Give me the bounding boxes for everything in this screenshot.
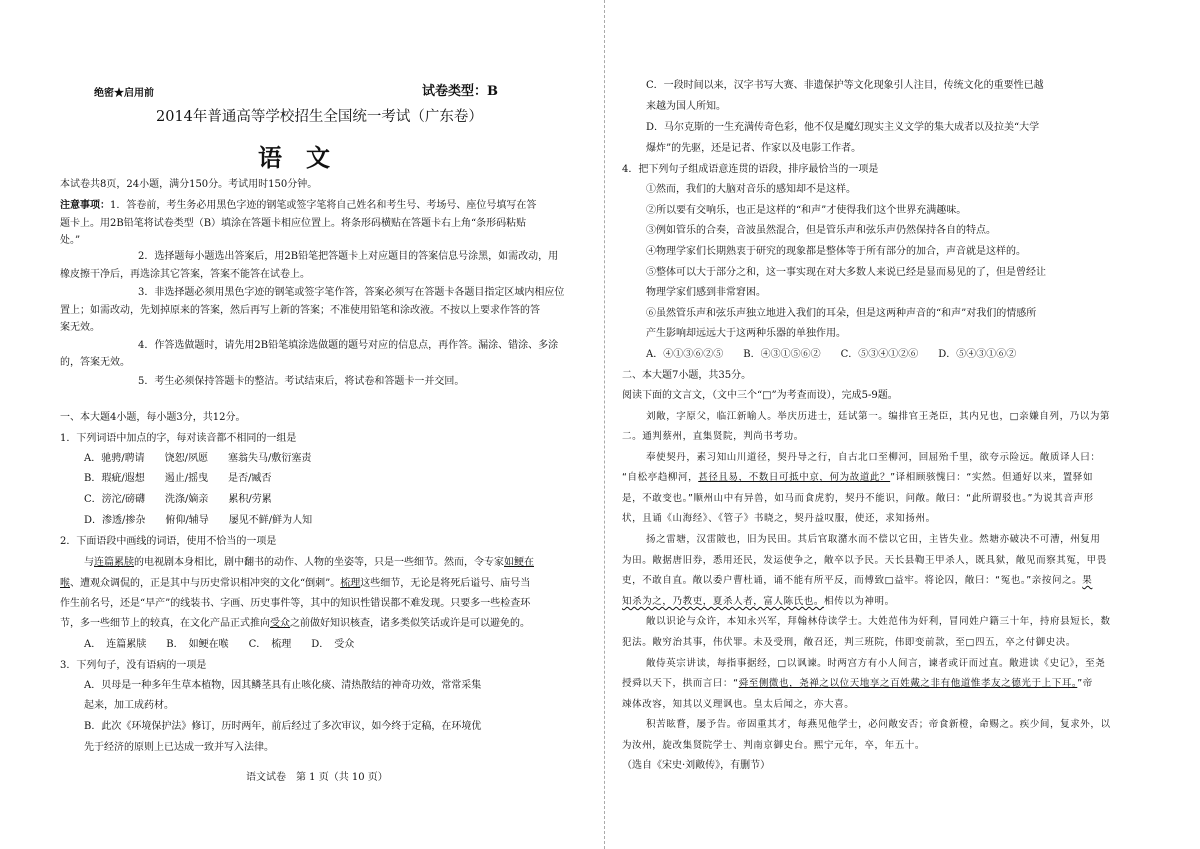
secret-label: 绝密★启用前 [94,88,154,99]
q4-sentence-3: ③例如管乐的合奏，音波虽然混合，但是管乐声和弦乐声仍然保持各自的特点。 [646,225,996,236]
section-1-heading: 一、本大题4小题，每小题3分，共12分。 [60,412,246,423]
passage-line: 为田。敞据唐旧券，悉用还民，发运使争之，敞卒以予民。天长县鞫王甲杀人，既具狱，敞见而察其冤，甲畏 [622,555,1107,566]
intro: 本试卷共8页，24小题，满分150分。考试用时150分钟。 [60,179,318,190]
q4-options: A．④①③⑥②⑤ B．④③①⑤⑥② C．⑤③④①②⑥ D．⑤④③①⑥② [646,349,1017,360]
notes-label: 注意事项： [60,200,110,211]
q1-stem: 1．下列词语中加点的字，每对读音都不相同的一组是 [60,433,297,444]
q1-option-a: A．驰骋/聘请 饶恕/夙愿 塞翁失马/敷衍塞责 [84,453,312,464]
note-1: 注意事项：1．答卷前，考生务必用黑色字迹的钢笔或签字笔将自己姓名和考生号、考场号、座位号填写在答 [60,200,537,211]
section-2-heading: 二、本大题7小题，共35分。 [622,370,752,381]
note-4-line-2: 的，答案无效。 [60,357,130,368]
passage-line: 扬之雷塘，汉雷陂也，旧为民田。其后官取潴水而不偿以它田，主皆失业。然塘亦破决不可漕，州复用 [646,534,1101,545]
page-divider [604,0,605,849]
reading-intro: 阅读下面的文言文，（文中三个“□”为考查而设），完成5-9题。 [622,390,898,401]
q2-passage-line-1: 与连篇累牍的电视剧本身相比，剧中翻书的动作、人物的坐姿等，只是一些细节。然而，令专家如鲠在 [84,557,534,568]
q4-sentence-5-line-2: 物理学家们感到非常窘困。 [646,287,766,298]
page-footer: 语文试卷 第 1 页（共 10 页） [246,772,388,783]
q4-stem: 4．把下列句子组成语意连贯的语段，排序最恰当的一项是 [622,164,879,175]
underlined-term: 如鲠在 [504,557,534,568]
underlined-term: 梳理 [340,578,361,589]
passage-line: 竦体改容，知其以义理讽也。皇太后闻之，亦大喜。 [622,699,855,710]
passage-line: 授舜以天下，拱而言曰：“舜至侧微也，尧禅之以位天地享之百姓戴之非有他道惟孝友之德光于上下耳。”帝 [622,678,1093,689]
subject-title: 语 文 [258,143,330,172]
note-3: 3．非选择题必须用黑色字迹的钢笔或签字笔作答，答案必须写在答题卡各题目指定区域内相应位 [138,287,565,298]
note-2: 2．选择题每小题选出答案后，用2B铅笔把答题卡上对应题目的答案信息号涂黑，如需改动，用 [138,251,559,262]
q4-sentence-6: ⑥虽然管乐声和弦乐声独立地进入我们的耳朵，但是这两种声音的“和声”对我们的情感所 [646,308,1037,319]
passage-line: 知杀为之，乃教吏，夏杀人者，富人陈氏也。相传以为神明。 [622,596,895,607]
passage-line: 是，不敢变也。”顺州山中有异兽，如马而食虎豹，契丹不能识，问敞。敞曰：“此所谓驳也。”为说其音声形 [622,493,1094,504]
q2-passage-line-2: 喉、遭观众调侃的，正是其中与历史常识相冲突的文化“倒刺”。梳理这些细节，无论是将死后谥号、庙号当 [60,578,531,589]
note-3-line-3: 案无效。 [60,322,100,333]
q3-option-a: A．贝母是一种多年生草本植物，因其鳞茎具有止咳化痰、清热散结的神奇功效，常常采集 [84,680,482,691]
q4-sentence-5: ⑤整体可以大于部分之和，这一事实现在对大多数人来说已经是显而易见的了，但是曾经让 [646,267,1046,278]
note-1-line-2: 题卡上。用2B铅笔将试卷类型（B）填涂在答题卡相应位置上。将条形码横贴在答题卡右上角“条形码粘贴 [60,218,527,229]
q3-stem: 3．下列句子，没有语病的一项是 [60,660,207,671]
q3-option-a-line-2: 起来，加工成药材。 [84,700,174,711]
passage-line: 敞侍英宗讲读，每指事据经，□以讽谏。时两宫方有小人间言，谏者或讦而过直。敞进读《史记》，至尧 [646,658,1106,669]
passage-line: 状，且诵《山海经》、《管子》书晓之，契丹益叹服，使还，求知扬州。 [622,513,936,524]
left-page [60,0,598,849]
q4-sentence-1: ①然而，我们的大脑对音乐的感知却不是这样。 [646,184,856,195]
q2-passage-line-4: 节，多一些细节上的较真，在文化产品正式推向受众之前做好知识核查，诸多类似笑话或许是可以避免的。 [60,618,530,629]
passage-line: 刘敞，字原父，临江新喻人。举庆历进士，廷试第一。编排官王尧臣，其内兄也，□亲嫌自列，乃以为第 [646,411,1111,422]
q2-stem: 2．下面语段中画线的词语，使用不恰当的一项是 [60,536,277,547]
note-3-line-2: 置上；如需改动，先划掉原来的答案，然后再写上新的答案；不准使用铅笔和涂改液。不按以上要求作答的答 [60,305,540,316]
passage-line: 为汝州，旋改集贤院学士、判南京御史台。熙宁元年，卒，年五十。 [622,740,926,751]
right-page [622,0,1162,849]
q3-option-c: C．一段时间以来，汉字书写大赛、非遗保护等文化现象引人注目，传统文化的重要性已越 [646,80,1044,91]
q3-option-d: D．马尔克斯的一生充满传奇色彩，他不仅是魔幻现实主义文学的集大成者以及拉美“大学 [646,122,1040,133]
q4-sentence-4: ④物理学家们长期熟衷于研究的现象都是整体等于所有部分的加合，声音就是这样的。 [646,246,1026,257]
punctuation-sentence-underline: 舜至侧微也，尧禅之以位天地享之百姓戴之非有他道惟孝友之德光于上下耳。 [738,678,1078,689]
underlined-term: 连篇累牍 [94,557,134,568]
q1-option-d: D．渗透/掺杂 俯仰/辅导 屡见不鲜/鲜为人知 [84,515,313,526]
paper-type: 试卷类型：B [422,84,498,99]
exam-title: 2014年普通高等学校招生全国统一考试（广东卷） [156,109,483,125]
translation-sentence-underline: 甚径且易，不数日可抵中京，何为故道此？ [698,472,891,483]
note-2-line-2: 橡皮擦干净后，再选涂其它答案，答案不能答在试卷上。 [60,269,310,280]
q3-option-c-line-2: 来越为国人所知。 [646,101,726,112]
passage-line: 吏，不敢自直。敞以委户曹杜诵，诵不能有所平反，而傅致□益牢。将论囚，敞曰：“冤也。”亲按问之。果 [622,575,1093,586]
q2-options: A． 连篇累牍 B． 如鲠在喉 C． 梳理 D． 受众 [84,639,355,650]
passage-line: 二。通判蔡州，直集贤院，判尚书考功。 [622,431,804,442]
translation-sentence-underline: 知杀为之，乃教吏，夏杀人者，富人陈氏也。 [622,596,825,607]
passage-source: （选自《宋史·刘敞传》，有删节） [622,760,771,771]
q4-sentence-6-line-2: 产生影响却远远大于这两种乐器的单独作用。 [646,328,846,339]
passage-line: 积苦眩瞀，屡予告。帝固重其才，每燕见他学士，必问敞安否；帝食新橙，命赐之。疾少间，复求外，以 [646,719,1111,730]
q3-option-d-line-2: 爆炸”的先驱，还是记者、作家以及电影工作者。 [646,143,862,154]
note-1-line-3: 处。” [60,235,81,246]
q4-sentence-2: ②所以要有交响乐，也正是这样的“和声”才使得我们这个世界充满趣味。 [646,205,967,216]
passage-line: 敞以识论与众许，本知永兴军，拜翰林侍读学士。大姓范伟为奸利，冒同姓户籍三十年，持府县短长，数 [646,616,1111,627]
q2-passage-line-3: 作生前名号，还是“早产”的线装书、字画、历史事件等，其中的知识性错误都不难发现。只要多一些检查环 [60,598,531,609]
q3-option-b: B．此次《环境保护法》修订，历时两年，前后经过了多次审议，如今终于定稿，在环境优 [84,721,482,732]
passage-line: “自松亭趋柳河，甚径且易，不数日可抵中京，何为故道此？”译相顾骇愧曰：“实然。但通好以来，置驿如 [622,472,1094,483]
q1-option-c: C．滂沱/磅礴 洗涤/嫡亲 累积/劳累 [84,494,272,505]
q1-option-b: B．瑕疵/遐想 遏止/摇曳 是否/臧否 [84,473,272,484]
q3-option-b-line-2: 先于经济的原则上已达成一致并写入法律。 [84,742,274,753]
underlined-term: 受众 [270,618,290,629]
passage-line: 奉使契丹，素习知山川道径，契丹导之行，自古北口至柳河，回屈殆千里，欲夸示险远。敞质译人曰： [646,452,1101,463]
note-5: 5．考生必须保持答题卡的整洁。考试结束后，将试卷和答题卡一并交回。 [138,376,465,387]
note-4: 4．作答选做题时，请先用2B铅笔填涂选做题的题号对应的信息点，再作答。漏涂、错涂、多涂 [138,340,559,351]
passage-line: 犯法。敞穷治其事，伟伏罪。未及受刑，敞召还，判三班院，伟即变前款，至□四五，卒之付御史决。 [622,637,1076,648]
